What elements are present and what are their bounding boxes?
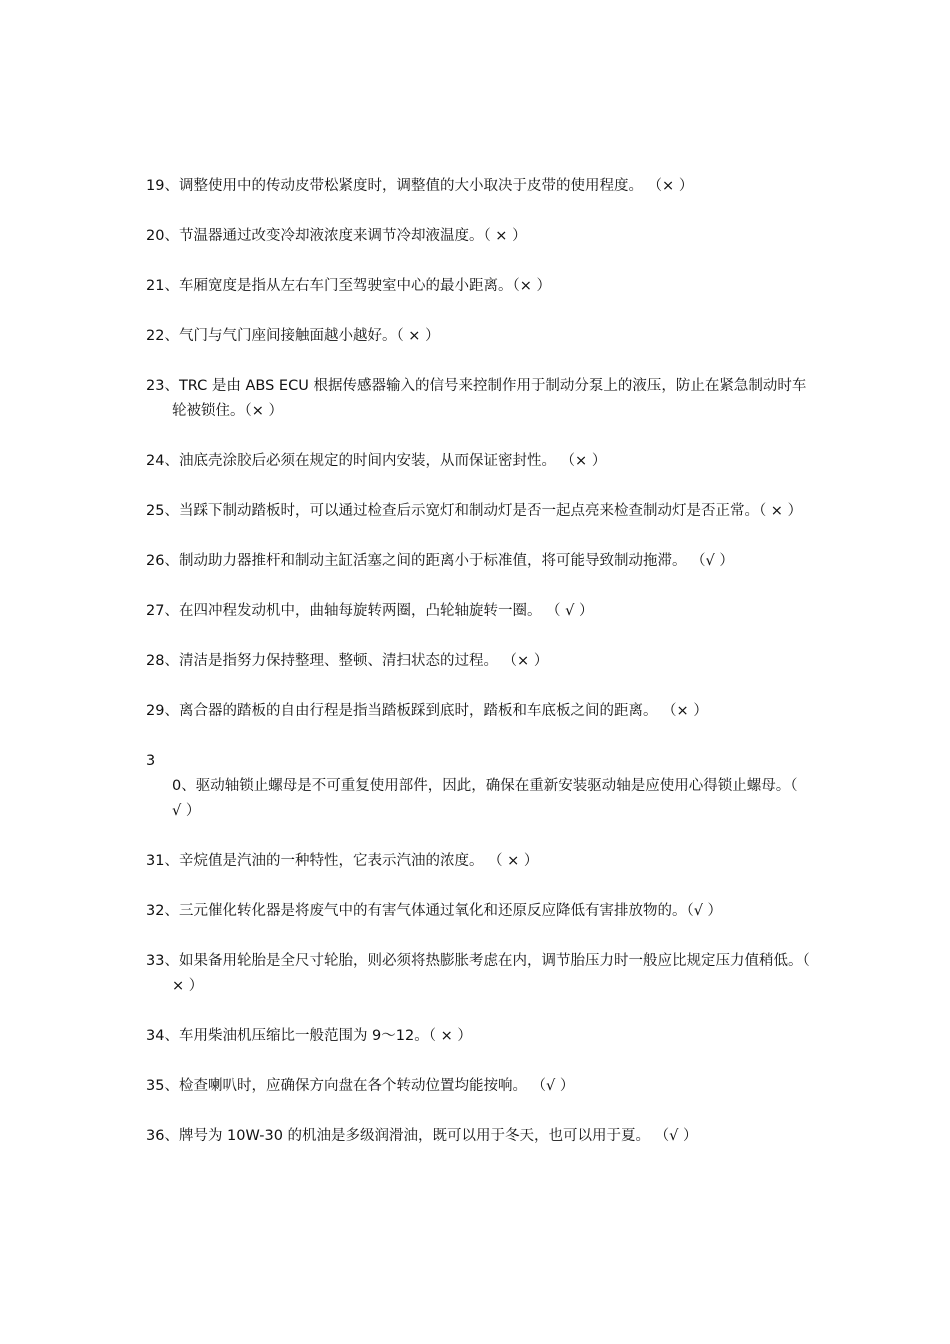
question-text: 、离合器的踏板的自由行程是指当踏板踩到底时，踏板和车底板之间的距离。 （× ） (164, 703, 708, 719)
question-item (146, 1024, 811, 1049)
question-number: 29 (146, 703, 165, 719)
question-text: 、如果备用轮胎是全尺寸轮胎，则必须将热膨胀考虑在内，调节胎压力时一般应比规定压力值稍低。（ × ） (164, 953, 810, 994)
question-number: 34 (146, 1028, 165, 1044)
question-text: 、牌号为 10W-30 的机油是多级润滑油，既可以用于冬天，也可以用于夏。 （√ ） (164, 1128, 698, 1144)
question-item (146, 224, 811, 249)
question-item (146, 274, 811, 299)
question-text: 、辛烷值是汽油的一种特性，它表示汽油的浓度。 （ × ） (164, 853, 539, 869)
question-text: 、油底壳涂胶后必须在规定的时间内安装，从而保证密封性。 （× ） (164, 453, 607, 469)
question-item (146, 449, 811, 474)
question-number: 35 (146, 1078, 165, 1094)
question-text: 、气门与气门座间接触面越小越好。（ × ） (164, 328, 440, 344)
question-item (146, 374, 811, 424)
question-text: 、三元催化转化器是将废气中的有害气体通过氧化和还原反应降低有害排放物的。（√ ） (164, 903, 723, 919)
question-text: 、车用柴油机压缩比一般范围为 9～12。（ × ） (164, 1028, 472, 1044)
question-item (146, 699, 811, 724)
question-item (146, 649, 811, 674)
question-item (146, 499, 811, 524)
question-number: 36 (146, 1128, 165, 1144)
question-text: 、调整使用中的传动皮带松紧度时，调整值的大小取决于皮带的使用程度。 （× ） (164, 178, 694, 194)
question-item (146, 174, 811, 199)
question-item (146, 1074, 811, 1099)
question-item (146, 1124, 811, 1149)
question-item (146, 849, 811, 874)
question-text: 、检查喇叭时，应确保方向盘在各个转动位置均能按响。 （√ ） (164, 1078, 575, 1094)
question-number: 28 (146, 653, 165, 669)
question-number: 21 (146, 278, 165, 294)
question-list (146, 174, 811, 1174)
question-number: 22 (146, 328, 165, 344)
question-text: 、TRC 是由 ABS ECU 根据传感器输入的信号来控制作用于制动分泵上的液压，防止在紧急制动时车轮被锁住。（× ） (164, 378, 807, 419)
question-number: 33 (146, 953, 165, 969)
question-item (146, 599, 811, 624)
question-number: 25 (146, 503, 165, 519)
question-item (146, 324, 811, 349)
question-item (146, 749, 811, 824)
question-number: 30 (146, 753, 182, 794)
question-number: 23 (146, 378, 165, 394)
question-number: 20 (146, 228, 165, 244)
question-item (146, 899, 811, 924)
question-number: 27 (146, 603, 165, 619)
question-text: 、车厢宽度是指从左右车门至驾驶室中心的最小距离。（× ） (164, 278, 551, 294)
question-text: 、制动助力器推杆和制动主缸活塞之间的距离小于标准值，将可能导致制动拖滞。 （√ ） (164, 553, 734, 569)
question-text: 、在四冲程发动机中，曲轴每旋转两圈，凸轮轴旋转一圈。 （ √ ） (164, 603, 594, 619)
question-text: 、当踩下制动踏板时，可以通过检查后示宽灯和制动灯是否一起点亮来检查制动灯是否正常。（ × ） (164, 503, 803, 519)
question-number: 31 (146, 853, 165, 869)
question-number: 19 (146, 178, 165, 194)
question-text: 、驱动轴锁止螺母是不可重复使用部件，因此，确保在重新安装驱动轴是应使用心得锁止螺母。（ √ ） (172, 778, 798, 819)
question-item (146, 949, 811, 999)
question-item (146, 549, 811, 574)
question-number: 24 (146, 453, 165, 469)
question-text: 、清洁是指努力保持整理、整顿、清扫状态的过程。 （× ） (164, 653, 549, 669)
question-number: 32 (146, 903, 165, 919)
question-text: 、节温器通过改变冷却液浓度来调节冷却液温度。（ × ） (164, 228, 527, 244)
question-number: 26 (146, 553, 165, 569)
